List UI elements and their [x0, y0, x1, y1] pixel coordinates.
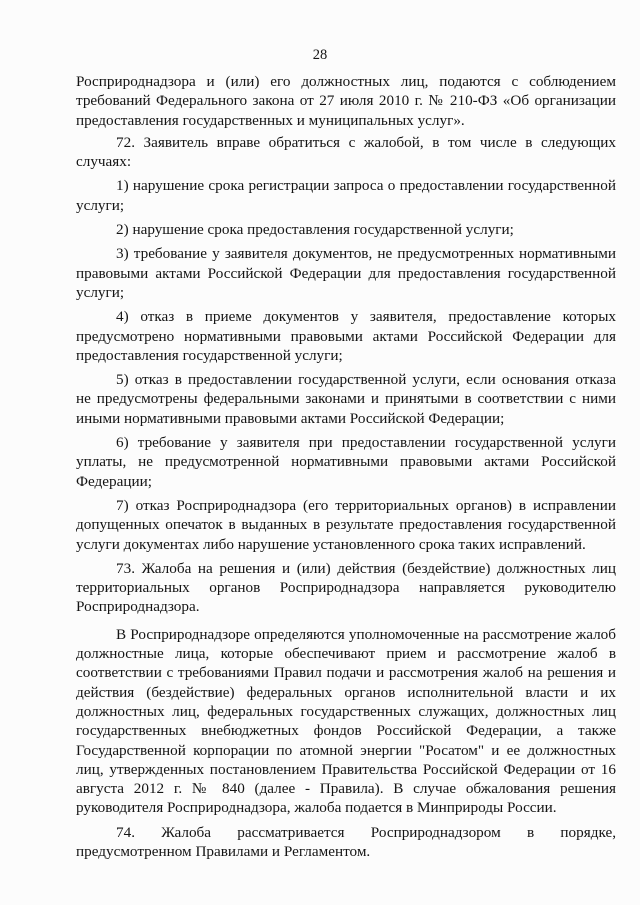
list-item-5: 5) отказ в предоставлении государственной услуги, если основания отказа не предусмотрены федеральными законами и принятыми в соответствии с ними иными нормативными правовыми актами Российской Федерации; [76, 371, 616, 427]
list-item-6: 6) требование у заявителя при предоставлении государственной услуги уплаты, не предусмотренной нормативными правовыми актами Российской Федерации; [76, 434, 616, 490]
paragraph-intro: Росприроднадзора и (или) его должностных лиц, подаются с соблюдением требований Федерального закона от 27 июля 2010 г. № 210-ФЗ «Об организации предоставления государственных и муниципальных услуг». [76, 73, 616, 129]
page-number: 28 [312, 47, 328, 63]
document-body [76, 72, 616, 861]
paragraph-72: 72. Заявитель вправе обратиться с жалобой, в том числе в следующих случаях: [76, 133, 616, 171]
list-item-7: 7) отказ Росприроднадзора (его территориальных органов) в исправлении допущенных опечаток в выданных в результате предоставления государственной услуги документах либо нарушение установленного срока таких исправлений. [76, 496, 616, 553]
list-item-3: 3) требование у заявителя документов, не предусмотренных нормативными правовыми актами Российской Федерации для предоставления государственной услуги; [76, 245, 616, 301]
paragraph-73: 73. Жалоба на решения и (или) действия (бездействие) должностных лиц территориальных органов Росприроднадзора направляется руководителю Росприроднадзора. [76, 559, 616, 616]
paragraph-74: 74. Жалоба рассматривается Росприроднадзором в порядке, предусмотренном Правилами и Регламентом. [76, 823, 616, 860]
list-item-2: 2) нарушение срока предоставления государственной услуги; [116, 221, 514, 239]
list-item-4: 4) отказ в приеме документов у заявителя, предоставление которых предусмотрено нормативными правовыми актами Российской Федерации для предоставления государственной услуги; [76, 308, 616, 364]
list-item-1: 1) нарушение срока регистрации запроса о предоставлении государственной услуги; [76, 177, 616, 214]
paragraph-authorized-officials: В Росприроднадзоре определяются уполномоченные на рассмотрение жалоб должностные лица, которые обеспечивают прием и рассмотрение жалоб в соответствии с требованиями Правил подачи и рассмотрения жалоб на решения и действия (бездействие) федеральных органов исполнительной власти и их должностных лиц, федеральных государственных служащих, должностных лиц государственных внебюджетных фондов Российской Федерации, а также Государственной корпорации по атомной энергии "Росатом" и ее должностных лиц, утвержденных постановлением Правительства Российской Федерации от 16 августа 2012 г. № 840 (далее - Правила). В случае обжалования решения руководителя Росприроднадзора, жалоба подается в Минприроды России. [76, 625, 616, 817]
